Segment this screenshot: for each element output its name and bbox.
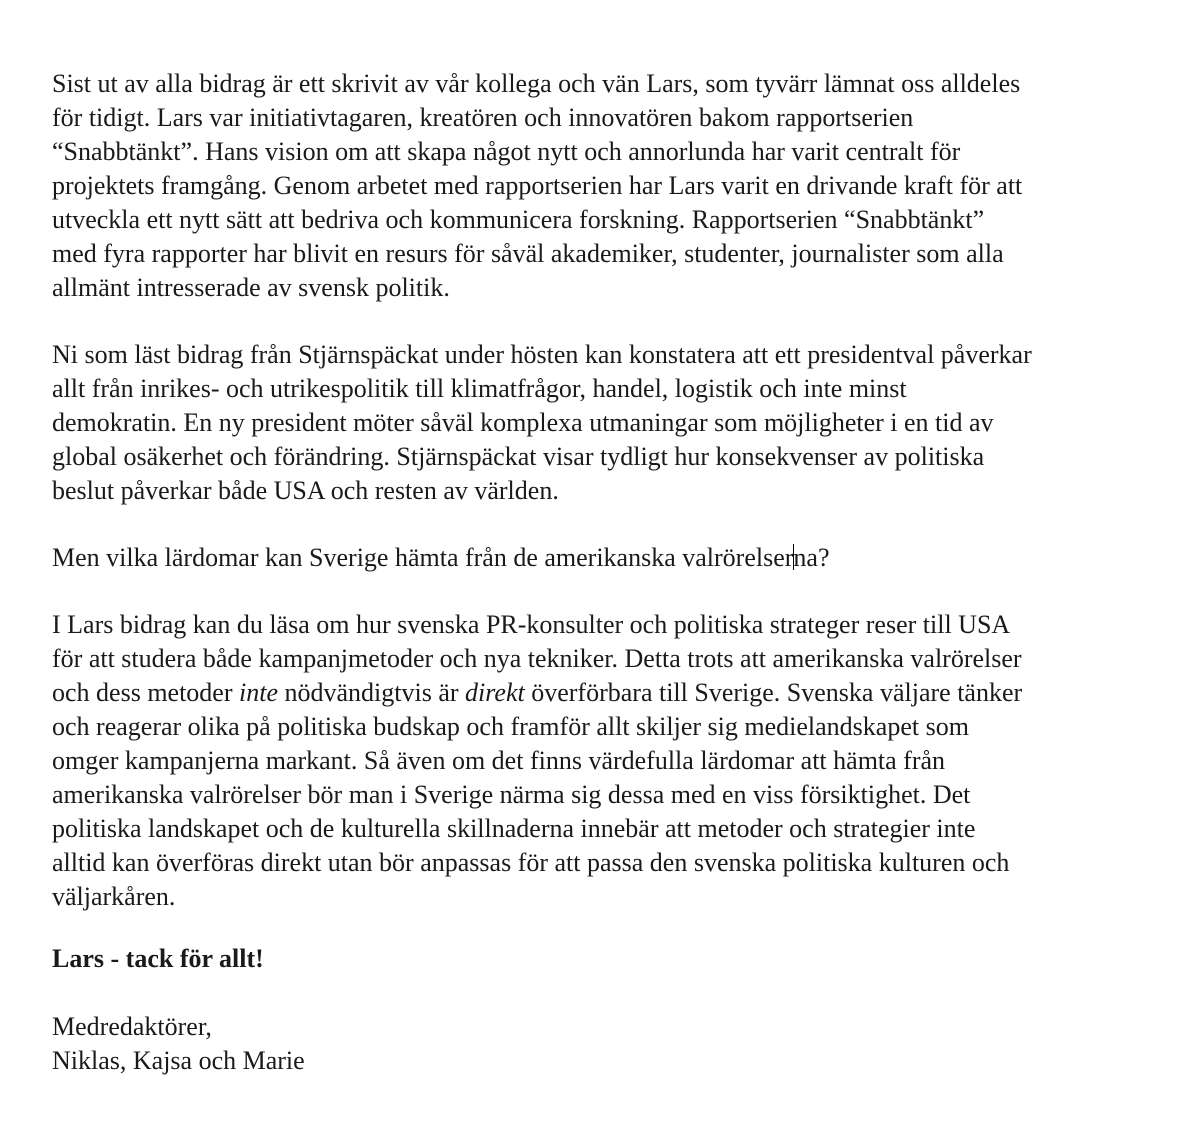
text-line: och reagerar olika på politiska budskap och framför allt skiljer sig medielandskapet som [52, 712, 969, 741]
text-line: utveckla ett nytt sätt att bedriva och kommunicera forskning. Rapportserien “Snabbtänkt” [52, 205, 985, 234]
question-text-end: na? [793, 543, 830, 572]
text-line: “Snabbtänkt”. Hans vision om att skapa något nytt och annorlunda har varit centralt för [52, 137, 961, 166]
question-text-start: Men vilka lärdomar kan Sverige hämta från de amerikanska valrörelser [52, 543, 794, 572]
text-line: beslut påverkar både USA och resten av världen. [52, 476, 559, 505]
text-line: I Lars bidrag kan du läsa om hur svenska PR-konsulter och politiska strateger reser till USA [52, 610, 1011, 639]
text-segment: överförbara till Sverige. Svenska väljare tänker [524, 678, 1023, 707]
italic-word-inte: inte [239, 678, 279, 707]
text-line: amerikanska valrörelser bör man i Sverige närma sig dessa med en viss försiktighet. Det [52, 780, 971, 809]
text-line: Ni som läst bidrag från Stjärnspäckat under hösten kan konstatera att ett presidentval påverkar [52, 340, 1032, 369]
text-line: alltid kan överföras direkt utan bör anpassas för att passa den svenska politiska kulturen och [52, 848, 1010, 877]
text-line: för att studera både kampanjmetoder och nya tekniker. Detta trots att amerikanska valrörelser [52, 644, 1022, 673]
text-line: projektets framgång. Genom arbetet med rapportserien har Lars varit en drivande kraft för att [52, 171, 1023, 200]
text-line: Sist ut av alla bidrag är ett skrivit av vår kollega och vän Lars, som tyvärr lämnat oss alldeles [52, 69, 1021, 98]
text-line: politiska landskapet och de kulturella skillnaderna innebär att metoder och strategier inte [52, 814, 976, 843]
signature-names: Niklas, Kajsa och Marie [52, 1046, 305, 1075]
question-line[interactable] [52, 541, 830, 575]
signature-title: Medredaktörer, [52, 1012, 212, 1041]
thanks-heading: Lars - tack för allt! [52, 944, 264, 973]
text-segment: och dess metoder [52, 678, 240, 707]
text-segment: nödvändigtvis är [278, 678, 466, 707]
text-line: med fyra rapporter har blivit en resurs för såväl akademiker, studenter, journalister som alla [52, 239, 1004, 268]
text-line: global osäkerhet och förändring. Stjärnspäckat visar tydligt hur konsekvenser av politiska [52, 442, 985, 471]
text-line: demokratin. En ny president möter såväl komplexa utmaningar som möjligheter i en tid av [52, 408, 994, 437]
text-line-with-italics [52, 676, 1022, 710]
text-line: för tidigt. Lars var initiativtagaren, kreatören och innovatören bakom rapportserien [52, 103, 914, 132]
text-line: allt från inrikes- och utrikespolitik till klimatfrågor, handel, logistik och inte minst [52, 374, 907, 403]
text-line: omger kampanjerna markant. Så även om det finns värdefulla lärdomar att hämta från [52, 746, 946, 775]
italic-word-direkt: direkt [465, 678, 525, 707]
text-line: väljarkåren. [52, 882, 176, 911]
text-line: allmänt intresserade av svensk politik. [52, 273, 450, 302]
